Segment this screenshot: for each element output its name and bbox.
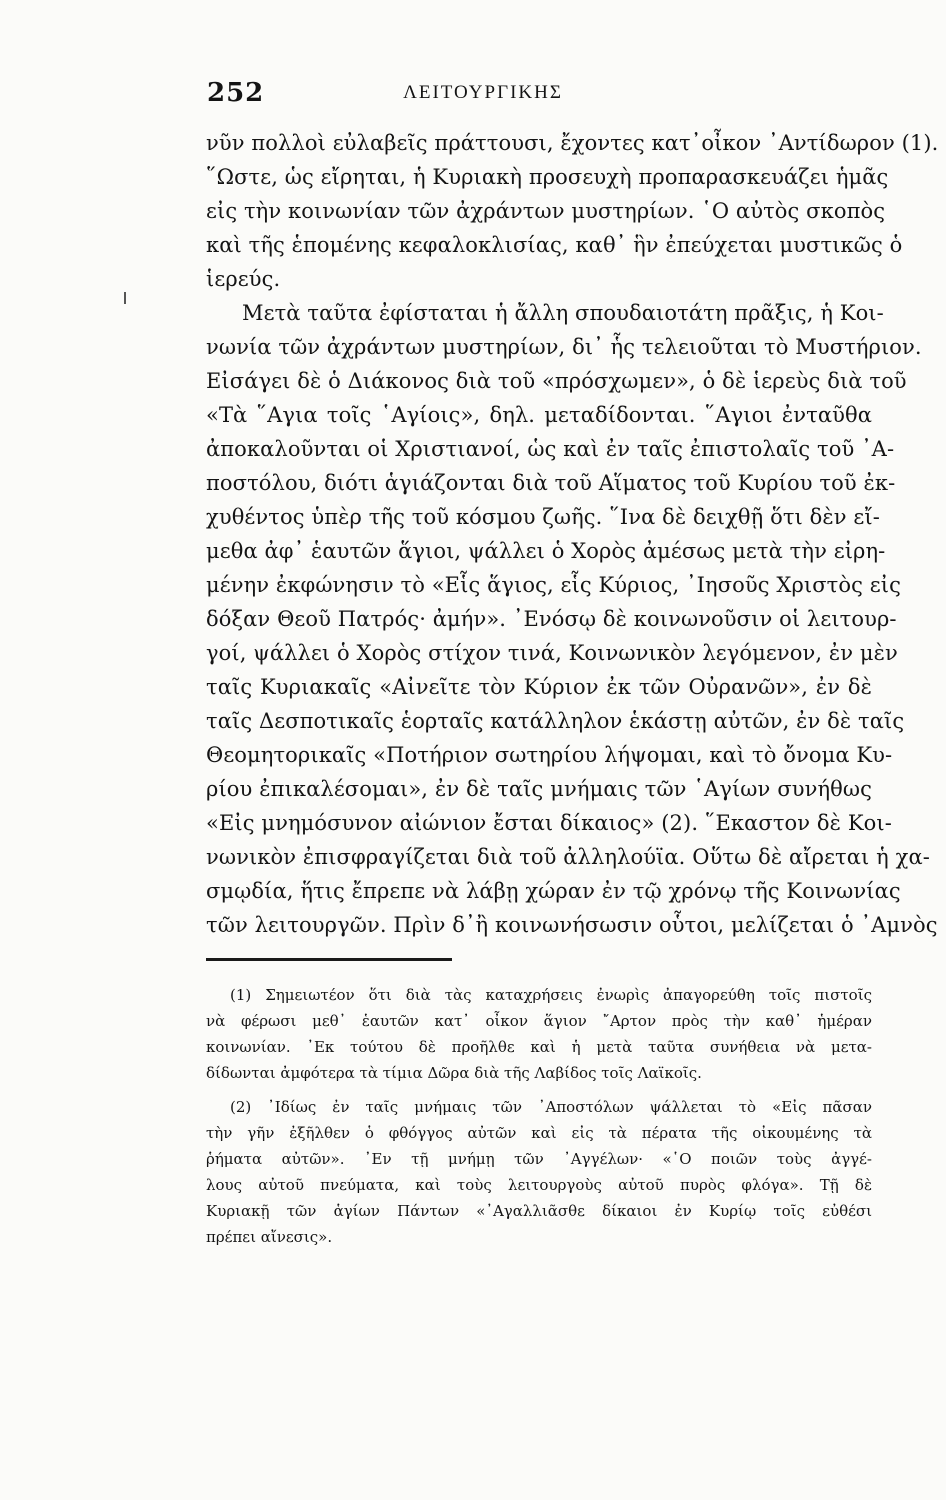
footnote-line: (1) Σημειωτέον ὅτι διὰ τὰς καταχρήσεις ἐνωρὶς ἀπαγορεύθη τοῖς πιστοῖς [230,986,872,1004]
body-line: ταῖς Κυριακαῖς «Αἰνεῖτε τὸν Κύριον ἐκ τῶν Οὐρανῶν», ἐν δὲ [206,675,872,699]
body-line: γοί, ψάλλει ὁ Χορὸς στίχον τινά, Κοινωνικὸν λεγόμενον, ἐν μὲν [206,641,898,665]
body-line: σμῳδία, ἥτις ἔπρεπε νὰ λάβῃ χώραν ἐν τῷ χρόνῳ τῆς Κοινωνίας [206,879,901,903]
body-line: «Τὰ ῞Αγια τοῖς ῾Αγίοις», δηλ. μεταδίδονται. ῞Αγιοι ἐνταῦθα [206,403,872,427]
body-line: Εἰσάγει δὲ ὁ Διάκονος διὰ τοῦ «πρόσχωμεν», ὁ δὲ ἱερεὺς διὰ τοῦ [206,369,907,393]
footnote-line: ῥήματα αὐτῶν». ᾽Εν τῇ μνήμῃ τῶν ᾽Αγγέλων· «῾Ο ποιῶν τοὺς ἀγγέ- [206,1150,872,1168]
body-line: ταῖς Δεσποτικαῖς ἑορταῖς κατάλληλον ἑκάστῃ αὐτῶν, ἐν δὲ ταῖς [206,709,905,733]
margin-mark [124,292,126,304]
body-line: νῦν πολλοὶ εὐλαβεῖς πράττουσι, ἔχοντες κατ᾽οἶκον ᾽Αντίδωρον (1). [206,131,939,155]
footnote-line: (2) ᾽Ιδίως ἐν ταῖς μνήμαις τῶν ᾽Αποστόλων ψάλλεται τὸ «Εἰς πᾶσαν [230,1098,872,1116]
footnote-line: δίδωνται ἀμφότερα τὰ τίμια Δῶρα διὰ τῆς Λαβίδος τοῖς Λαϊκοῖς. [206,1064,702,1082]
body-line: Θεομητορικαῖς «Ποτήριον σωτηρίου λήψομαι, καὶ τὸ ὄνομα Κυ- [206,743,893,767]
body-line: ῞Ωστε, ὡς εἴρηται, ἡ Κυριακὴ προσευχὴ προπαρασκευάζει ἡμᾶς [206,165,889,189]
body-line: Μετὰ ταῦτα ἐφίσταται ἡ ἄλλη σπουδαιοτάτη πρᾶξις, ἡ Κοι- [242,301,884,325]
footnote-line: νὰ φέρωσι μεθ᾽ ἑαυτῶν κατ᾽ οἶκον ἅγιον ῎Αρτον πρὸς τὴν καθ᾽ ἡμέραν [206,1012,872,1030]
body-text [206,126,939,942]
footnote-rule [206,958,452,961]
footnote-line: τὴν γῆν ἐξῆλθεν ὁ φθόγγος αὐτῶν καὶ εἰς τὰ πέρατα τῆς οἰκουμένης τὰ [206,1124,872,1142]
footnote-line: Κυριακῇ τῶν ἁγίων Πάντων «᾽Αγαλλιᾶσθε δίκαιοι ἐν Κυρίῳ τοῖς εὐθέσι [206,1202,872,1220]
footnote-line: κοινωνίαν. ᾽Εκ τούτου δὲ προῆλθε καὶ ἡ μετὰ ταῦτα συνήθεια νὰ μετα- [206,1038,872,1056]
footnote-line: πρέπει αἴνεσις». [206,1228,333,1246]
body-line: μένην ἐκφώνησιν τὸ «Εἷς ἅγιος, εἷς Κύριος, ᾽Ιησοῦς Χριστὸς εἰς [206,573,901,597]
footnotes [206,982,872,1250]
page-number: 252 [207,78,265,108]
body-line: μεθα ἀφ᾽ ἑαυτῶν ἅγιοι, ψάλλει ὁ Χορὸς ἀμέσως μετὰ τὴν εἰρη- [206,539,886,563]
body-line: δόξαν Θεοῦ Πατρός· ἀμήν». ᾽Ενόσῳ δὲ κοινωνοῦσιν οἱ λειτουρ- [206,607,897,631]
body-line: νωνικὸν ἐπισφραγίζεται διὰ τοῦ ἀλληλούϊα. Οὕτω δὲ αἴρεται ἡ χα- [206,845,930,869]
body-line: εἰς τὴν κοινωνίαν τῶν ἀχράντων μυστηρίων. ῾Ο αὐτὸς σκοπὸς [206,199,886,223]
footnote-line: λους αὐτοῦ πνεύματα, καὶ τοὺς λειτουργοὺς αὐτοῦ πυρὸς φλόγα». Τῇ δὲ [206,1176,872,1194]
body-line: ἱερεύς. [206,267,281,291]
body-line: χυθέντος ὑπὲρ τῆς τοῦ κόσμου ζωῆς. ῞Ινα δὲ δειχθῇ ὅτι δὲν εἴ- [206,505,880,529]
body-line: ποστόλου, διότι ἁγιάζονται διὰ τοῦ Αἵματος τοῦ Κυρίου τοῦ ἐκ- [206,471,896,495]
running-head: ΛΕΙΤΟΥΡΓΙΚΗΣ [403,82,563,103]
body-line: ἀποκαλοῦνται οἱ Χριστιανοί, ὡς καὶ ἐν ταῖς ἐπιστολαῖς τοῦ ᾽Α- [206,437,895,461]
body-line: ρίου ἐπικαλέσομαι», ἐν δὲ ταῖς μνήμαις τῶν ῾Αγίων συνήθως [206,777,872,801]
body-line: «Εἰς μνημόσυνον αἰώνιον ἔσται δίκαιος» (2). ῞Εκαστον δὲ Κοι- [206,811,892,835]
body-line: τῶν λειτουργῶν. Πρὶν δ᾽ἢ κοινωνήσωσιν οὗτοι, μελίζεται ὁ ᾽Αμνὸς [206,913,938,937]
body-line: καὶ τῆς ἑπομένης κεφαλοκλισίας, καθ᾽ ἣν ἐπεύχεται μυστικῶς ὁ [206,233,903,257]
body-line: νωνία τῶν ἀχράντων μυστηρίων, δι᾽ ἧς τελειοῦται τὸ Μυστήριον. [206,335,922,359]
